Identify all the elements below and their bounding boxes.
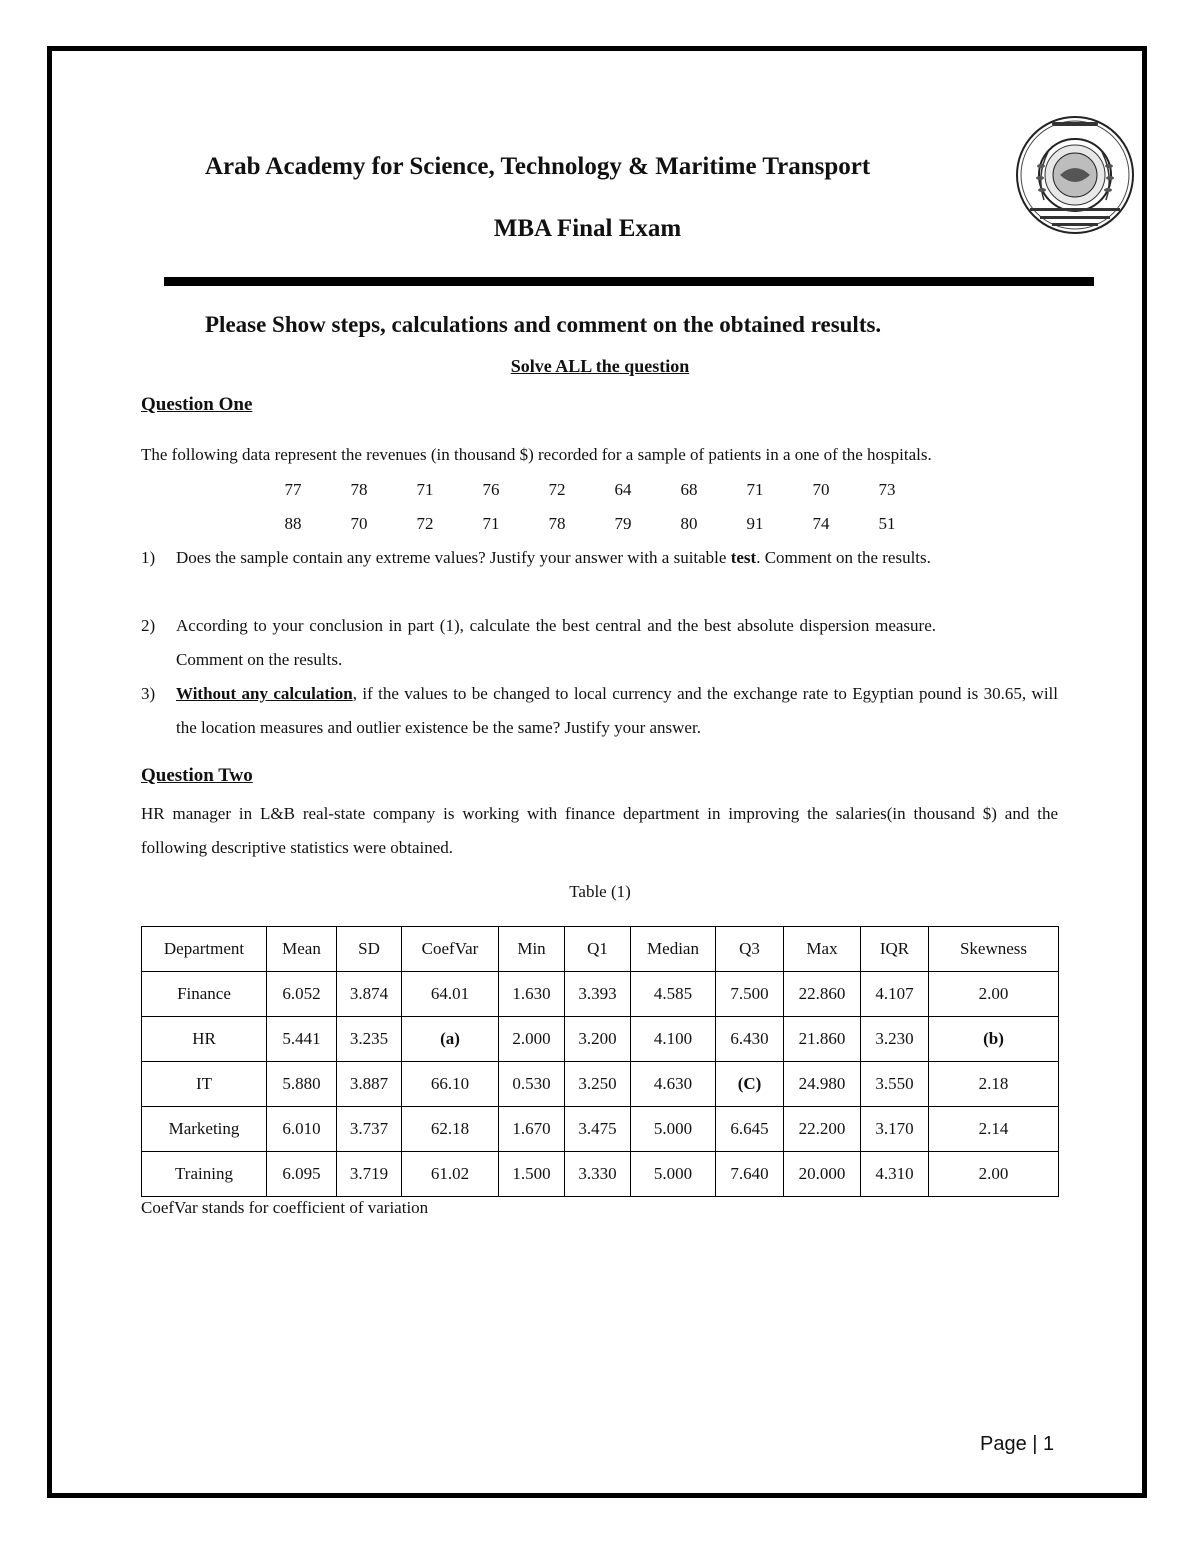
part-text: Does the sample contain any extreme values? Justify your answer with a suitable — [176, 548, 731, 567]
table-cell: Marketing — [142, 1107, 267, 1152]
data-value: 64 — [614, 480, 632, 499]
column-header: CoefVar — [402, 927, 499, 972]
list-marker: 3) — [141, 684, 156, 703]
table-cell: 2.00 — [929, 972, 1059, 1017]
data-value: 77 — [284, 480, 302, 499]
table-cell: Finance — [142, 972, 267, 1017]
table-cell: 3.250 — [565, 1062, 631, 1107]
table-cell: 6.052 — [267, 972, 337, 1017]
data-row-2 — [260, 514, 960, 534]
table-cell: 5.441 — [267, 1017, 337, 1062]
table-cell: 6.430 — [716, 1017, 784, 1062]
exam-title: MBA Final Exam — [493, 215, 682, 242]
question-one-part-1 — [141, 541, 1058, 575]
table-cell: Training — [142, 1152, 267, 1197]
list-marker: 2) — [141, 616, 156, 635]
column-header: Min — [499, 927, 565, 972]
table-cell: 4.310 — [861, 1152, 929, 1197]
data-row-1 — [260, 480, 960, 500]
question-one-part-3 — [141, 677, 1058, 745]
table-cell: 3.235 — [337, 1017, 402, 1062]
table-cell: 3.393 — [565, 972, 631, 1017]
column-header: Skewness — [929, 927, 1059, 972]
data-value: 88 — [284, 514, 302, 533]
question-one-part-2 — [141, 609, 1058, 677]
table-cell-blank-b: (b) — [929, 1017, 1059, 1062]
table-cell: 4.107 — [861, 972, 929, 1017]
page-number: Page | 1 — [980, 1433, 1055, 1455]
data-value: 74 — [812, 514, 830, 533]
data-value: 71 — [746, 480, 764, 499]
table-header-row — [142, 927, 1059, 972]
table-cell: 1.500 — [499, 1152, 565, 1197]
table-cell: 6.095 — [267, 1152, 337, 1197]
table-cell: 1.630 — [499, 972, 565, 1017]
list-marker: 1) — [141, 548, 156, 567]
column-header: Max — [784, 927, 861, 972]
question-two-title: Question Two — [141, 765, 253, 786]
table-cell-blank-c: (C) — [716, 1062, 784, 1107]
table-cell: 4.100 — [631, 1017, 716, 1062]
table-cell: 3.719 — [337, 1152, 402, 1197]
table-cell: 5.000 — [631, 1152, 716, 1197]
table-cell: 24.980 — [784, 1062, 861, 1107]
table-cell: 3.475 — [565, 1107, 631, 1152]
column-header: IQR — [861, 927, 929, 972]
table-cell: 0.530 — [499, 1062, 565, 1107]
emphasis-no-calc: Without any calculation — [176, 684, 353, 703]
column-header: Q1 — [565, 927, 631, 972]
data-value: 78 — [548, 514, 566, 533]
data-value: 68 — [680, 480, 698, 499]
table-cell: 4.585 — [631, 972, 716, 1017]
table-cell: HR — [142, 1017, 267, 1062]
emphasis-test: test — [730, 548, 757, 567]
stats-table — [141, 926, 1059, 1197]
data-value: 70 — [350, 514, 368, 533]
table-cell: 2.14 — [929, 1107, 1059, 1152]
column-header: Q3 — [716, 927, 784, 972]
data-value: 78 — [350, 480, 368, 499]
table-cell: 2.00 — [929, 1152, 1059, 1197]
header-rule — [164, 277, 1094, 286]
part-text: According to your conclusion in part (1), calculate the best central and the best absolute dispersion measure. Comment on the results. — [176, 616, 936, 669]
data-value: 72 — [416, 514, 434, 533]
column-header: Department — [142, 927, 267, 972]
academy-logo-icon — [1012, 112, 1138, 238]
question-two-intro: HR manager in L&B real-state company is working with finance department in improving the salaries(in thousand $) and the following descriptive statistics were obtained. — [141, 804, 1058, 857]
data-value: 73 — [878, 480, 896, 499]
table-cell: 21.860 — [784, 1017, 861, 1062]
question-one-title: Question One — [141, 394, 253, 415]
table-cell: 3.200 — [565, 1017, 631, 1062]
table-footnote: CoefVar stands for coefficient of variation — [141, 1198, 429, 1217]
data-value: 91 — [746, 514, 764, 533]
table-cell: 7.500 — [716, 972, 784, 1017]
table-row — [142, 1152, 1059, 1197]
table-cell: 3.737 — [337, 1107, 402, 1152]
institution-title: Arab Academy for Science, Technology & Maritime Transport — [205, 153, 871, 180]
table-cell: 4.630 — [631, 1062, 716, 1107]
data-value: 76 — [482, 480, 500, 499]
data-value: 51 — [878, 514, 896, 533]
table-cell: 3.330 — [565, 1152, 631, 1197]
table-cell: 3.874 — [337, 972, 402, 1017]
table-cell: IT — [142, 1062, 267, 1107]
table-cell: 5.000 — [631, 1107, 716, 1152]
table-cell: 7.640 — [716, 1152, 784, 1197]
table-cell: 6.010 — [267, 1107, 337, 1152]
data-value: 71 — [482, 514, 500, 533]
table-caption: Table (1) — [569, 882, 631, 901]
table-cell: 62.18 — [402, 1107, 499, 1152]
table-cell: 3.550 — [861, 1062, 929, 1107]
table-cell: 22.860 — [784, 972, 861, 1017]
part-text: . Comment on the results. — [756, 548, 931, 567]
table-cell: 22.200 — [784, 1107, 861, 1152]
data-value: 70 — [812, 480, 830, 499]
table-row — [142, 1107, 1059, 1152]
table-cell: 6.645 — [716, 1107, 784, 1152]
data-value: 79 — [614, 514, 632, 533]
instructions: Please Show steps, calculations and comment on the obtained results. — [205, 312, 882, 337]
table-row — [142, 1017, 1059, 1062]
data-value: 71 — [416, 480, 434, 499]
column-header: SD — [337, 927, 402, 972]
column-header: Median — [631, 927, 716, 972]
table-row — [142, 1062, 1059, 1107]
data-value: 80 — [680, 514, 698, 533]
question-one-intro: The following data represent the revenues (in thousand $) recorded for a sample of patients in a one of the hospitals. — [141, 445, 932, 464]
table-cell: 1.670 — [499, 1107, 565, 1152]
table-cell: 66.10 — [402, 1062, 499, 1107]
table-cell: 3.170 — [861, 1107, 929, 1152]
part-text: , if the values to be changed to local currency and the exchange rate to Egyptian pound is 30.65, will the location measures and outlier existence be the same? Justify your answer. — [176, 684, 1058, 737]
table-cell-blank-a: (a) — [402, 1017, 499, 1062]
table-cell: 3.887 — [337, 1062, 402, 1107]
table-cell: 2.000 — [499, 1017, 565, 1062]
table-cell: 3.230 — [861, 1017, 929, 1062]
data-value: 72 — [548, 480, 566, 499]
table-cell: 5.880 — [267, 1062, 337, 1107]
solve-all-note: Solve ALL the question — [510, 356, 690, 376]
table-row — [142, 972, 1059, 1017]
table-cell: 20.000 — [784, 1152, 861, 1197]
table-cell: 2.18 — [929, 1062, 1059, 1107]
column-header: Mean — [267, 927, 337, 972]
table-cell: 61.02 — [402, 1152, 499, 1197]
table-cell: 64.01 — [402, 972, 499, 1017]
